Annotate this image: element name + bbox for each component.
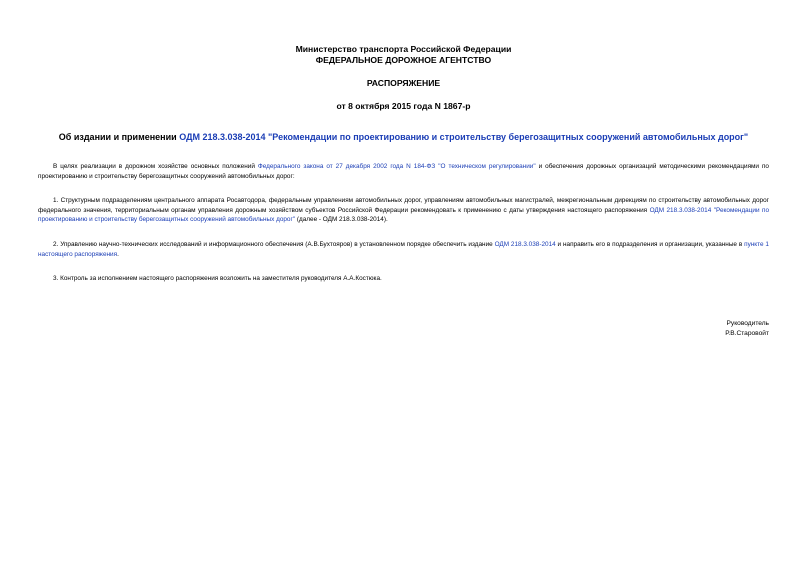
item-2-text-3: . bbox=[117, 250, 119, 258]
item-1-text-1: 1. Структурным подразделениям центрального аппарата Росавтодора, федеральным управлениям автомобильных дорог, управлениям автомобильных магистралей, межрегиональным дирекциям по строительству автомобильных дорог федерального значения, территориальным органам управления дорожным хозяйством субъектов Российской Федерации рекомендовать к применению с даты утверждения настоящего распоряжения bbox=[38, 197, 769, 214]
item-2-text-1: 2. Управлению научно-технических исследований и информационного обеспечения (А.В.Бухтояров) в установленном порядке обеспечить издание bbox=[53, 240, 495, 248]
signature-position: Руководитель bbox=[726, 319, 769, 327]
document-type: РАСПОРЯЖЕНИЕ bbox=[366, 78, 441, 88]
item-2-clause-link[interactable]: пункте 1 настоящего распоряжения bbox=[38, 240, 769, 258]
document-date: от 8 октября 2015 года N 1867-р bbox=[336, 101, 471, 111]
ministry-name: Министерство транспорта Российской Федерации bbox=[295, 44, 512, 54]
item-2-odm-link[interactable]: ОДМ 218.3.038-2014 bbox=[494, 240, 556, 248]
item-2-text-2: и направить его в подразделения и организации, указанные в bbox=[555, 240, 745, 248]
document-title bbox=[38, 131, 769, 143]
item-1-text-2: (далее - ОДМ 218.3.038-2014). bbox=[295, 216, 388, 224]
preamble-paragraph bbox=[38, 162, 769, 181]
title-prefix: Об издании и применении bbox=[58, 132, 180, 142]
signature-name: Р.В.Старовойт bbox=[725, 329, 769, 337]
item-3-paragraph: 3. Контроль за исполнением настоящего распоряжения возложить на заместителя руководителя А.А.Костюка. bbox=[53, 275, 382, 283]
item-2-paragraph bbox=[38, 240, 769, 259]
title-odm-link[interactable]: ОДМ 218.3.038-2014 "Рекомендации по проектированию и строительству берегозащитных сооружений автомобильных дорог" bbox=[179, 132, 749, 142]
preamble-text-1: В целях реализации в дорожном хозяйстве основных положений bbox=[53, 163, 258, 170]
federal-law-link[interactable]: Федерального закона от 27 декабря 2002 года N 184-ФЗ "О техническом регулировании" bbox=[257, 163, 536, 170]
item-1-odm-link[interactable]: ОДМ 218.3.038-2014 "Рекомендации по проектированию и строительству берегозащитных сооружений автомобильных дорог" bbox=[38, 206, 769, 224]
agency-name: ФЕДЕРАЛЬНОЕ ДОРОЖНОЕ АГЕНТСТВО bbox=[315, 55, 492, 65]
preamble-text-2: и обеспечения дорожных организаций методическими рекомендациями по проектированию и строительству берегозащитных сооружений автомобильных дорог: bbox=[38, 163, 769, 180]
item-1-paragraph bbox=[38, 196, 769, 225]
document-page bbox=[38, 44, 769, 339]
